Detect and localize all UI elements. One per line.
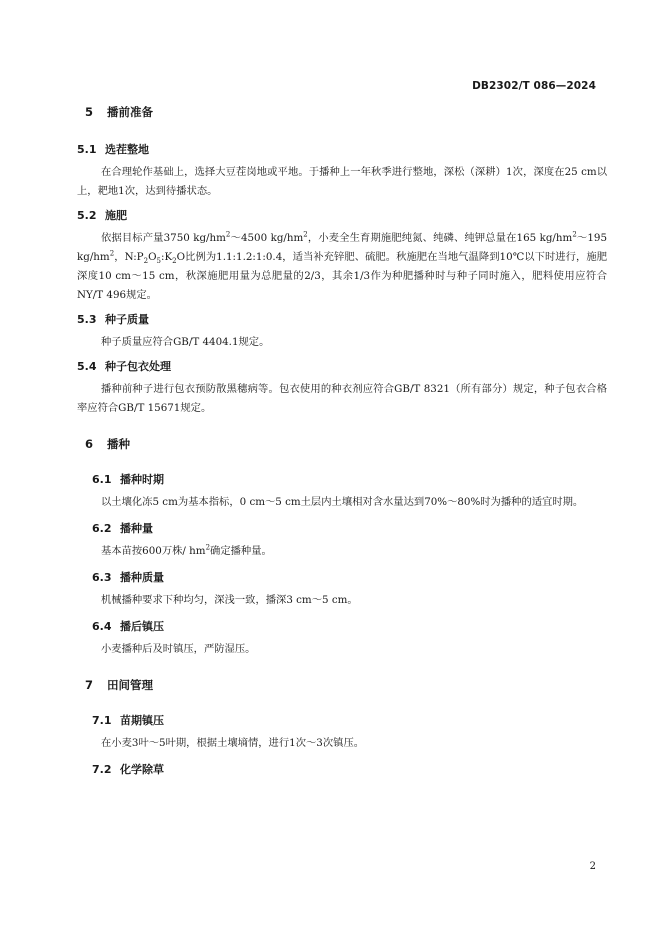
page-number: 2: [589, 861, 596, 872]
section-7-1-paragraph: 在小麦3叶～5叶期，根据土壤墒情，进行1次～3次镇压。: [101, 737, 365, 749]
subscript: 2: [172, 257, 177, 266]
section-5-1-heading: [77, 141, 607, 157]
document-code: DB2302/T 086—2024: [472, 80, 596, 92]
section-number: 6: [85, 437, 94, 451]
section-number: 5.4: [77, 360, 97, 373]
section-6-4-paragraph: 小麦播种后及时镇压，严防湿压。: [101, 643, 256, 655]
text-run: 确定播种量。: [210, 545, 272, 557]
section-7-heading: [77, 677, 607, 693]
section-title: 播前准备: [107, 105, 153, 119]
section-number: 5.2: [77, 209, 97, 222]
section-number: 5.1: [77, 143, 97, 156]
section-number: 7.1: [92, 714, 112, 727]
section-6-1-paragraph: 以土壤化冻5 cm为基本指标，0 cm～5 cm土层内土壤相对含水量达到70%～80%时为播种的适宜时期。: [101, 496, 584, 508]
section-number: 7.2: [92, 763, 112, 776]
superscript: 2: [205, 543, 211, 552]
section-title: 播后镇压: [120, 620, 164, 633]
text-run: ～4500 kg/hm: [230, 232, 304, 244]
section-title: 播种时期: [120, 473, 164, 486]
document-body: [77, 104, 607, 777]
section-title: 施肥: [105, 209, 127, 222]
section-5-4-paragraph: 播种前种子进行包衣预防散黑穗病等。包衣使用的种衣剂应符合GB/T 8321（所有部分）规定，种子包衣合格率应符合GB/T 15671规定。: [77, 383, 607, 414]
section-number: 6.4: [92, 620, 112, 633]
section-5-2-heading: [77, 207, 607, 223]
section-title: 田间管理: [107, 678, 153, 692]
text-run: ，小麦全生育期施肥纯氮、纯磷、纯钾总量在165 kg/hm: [307, 232, 573, 244]
section-title: 种子质量: [105, 313, 149, 326]
section-5-3-paragraph: 种子质量应符合GB/T 4404.1规定。: [101, 336, 270, 348]
superscript: 2: [225, 230, 231, 239]
superscript: 2: [109, 249, 115, 258]
section-number: 7: [85, 678, 94, 692]
section-5-4-heading: [77, 358, 607, 374]
section-7-1-heading: [77, 712, 607, 728]
text-run: ，N:P: [114, 251, 144, 263]
section-5-1-paragraph: 在合理轮作基础上，选择大豆茬岗地或平地。于播种上一年秋季进行整地，深松（深耕）1次，深度在25 cm以上，耙地1次，达到待播状态。: [77, 166, 607, 197]
section-6-2-heading: [77, 520, 607, 536]
section-title: 种子包衣处理: [105, 360, 171, 373]
section-number: 5.3: [77, 313, 97, 326]
section-number: 6.1: [92, 473, 112, 486]
text-run: 依据目标产量3750 kg/hm: [101, 232, 226, 244]
subscript: 5: [156, 257, 161, 266]
section-7-2-heading: [77, 761, 607, 777]
superscript: 2: [572, 230, 577, 239]
section-6-4-heading: [77, 618, 607, 634]
text-run: O比例为1.1:1.2:1:0.4，适当补充锌肥、硫肥。秋施肥在当地气温降到10℃以下时进行，施肥深度10 cm～15 cm，秋深施肥用量为总肥量的2/3，其余1/3作为种肥播种时与种子同时施入，肥料使用应符合NY/T 496规定。: [77, 251, 607, 301]
section-6-3-heading: [77, 569, 607, 585]
section-5-2-paragraph: [77, 229, 607, 305]
superscript: 2: [303, 230, 308, 239]
section-title: 苗期镇压: [120, 714, 164, 727]
section-5-heading: [77, 104, 607, 120]
subscript: 2: [143, 257, 149, 266]
section-title: 播种量: [120, 522, 153, 535]
section-number: 6.3: [92, 571, 112, 584]
section-6-heading: [77, 436, 607, 452]
section-title: 播种质量: [120, 571, 164, 584]
text-run: ～195 kg/hm: [77, 232, 608, 263]
section-6-1-heading: [77, 471, 607, 487]
section-6-2-paragraph: [77, 542, 607, 561]
text-run: 基本苗按600万株/ hm: [101, 545, 206, 557]
section-6-3-paragraph: 机械播种要求下种均匀，深浅一致，播深3 cm～5 cm。: [101, 594, 358, 606]
text-run: :K: [161, 251, 173, 263]
text-run: O: [148, 251, 157, 263]
section-title: 化学除草: [120, 763, 164, 776]
section-title: 选茬整地: [105, 143, 149, 156]
section-title: 播种: [107, 437, 130, 451]
section-number: 5: [85, 105, 94, 119]
section-5-3-heading: [77, 311, 607, 327]
section-number: 6.2: [92, 522, 112, 535]
